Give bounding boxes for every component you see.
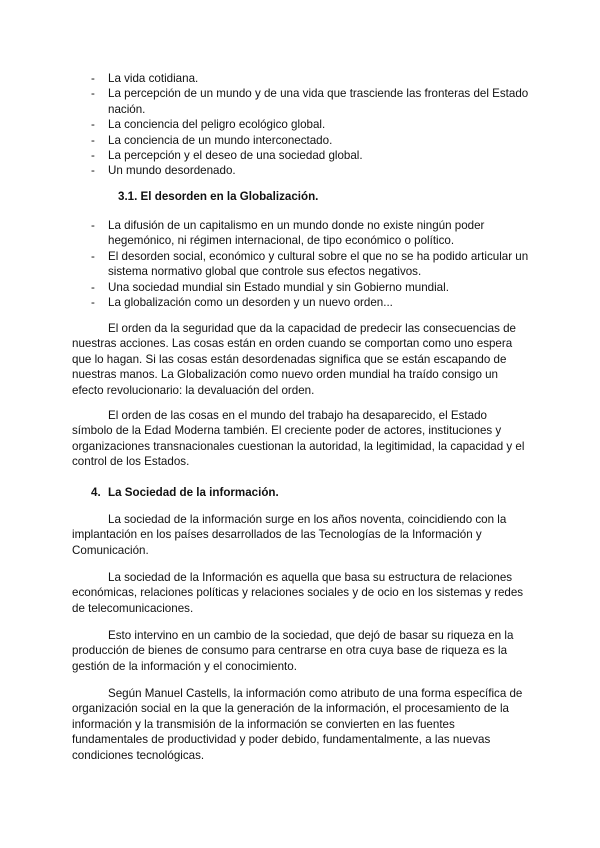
list-item: - La vida cotidiana.	[91, 72, 199, 85]
bullet-dash: -	[91, 149, 95, 163]
bullet-dash: -	[91, 280, 95, 294]
section-heading-3-1: 3.1. El desorden en la Globalización.	[118, 190, 319, 203]
bullet-dash: -	[91, 296, 95, 310]
bullet-dash: -	[91, 87, 95, 101]
bullet-dash: -	[91, 249, 95, 263]
bullet-dash: -	[91, 72, 95, 85]
bullet-list-globalization	[91, 71, 531, 179]
paragraph-order: El orden da la seguridad que da la capacidad de predecir las consecuencias de nuestras acciones. Las cosas están en orden cuando se comportan como uno espera que lo hagan. Si las cosas están desordenadas significa que se están escapando de nuestras manos. La Globalización como nuevo orden mundial ha traído consigo un efecto revolucionario: la devaluación del orden.	[72, 322, 516, 397]
section-number: 4.	[91, 486, 101, 499]
list-item: - La difusión de un capitalismo en un mundo donde no existe ningún poder hegemónico, ni régimen internacional, de tipo económico o político.	[91, 219, 485, 248]
list-item: - La conciencia de un mundo interconectado.	[91, 133, 333, 147]
bullet-dash: -	[91, 164, 95, 178]
paragraph-society-change: Esto intervino en un cambio de la sociedad, que dejó de basar su riqueza en la producción de bienes de consumo para centrarse en otra cuya base de riqueza es la gestión de la información y el conocimiento.	[72, 629, 514, 673]
section-heading-4	[91, 485, 279, 500]
section-title: La Sociedad de la información.	[108, 486, 279, 499]
list-item: - La percepción de un mundo y de una vida que trasciende las fronteras del Estado nación.	[91, 87, 529, 116]
list-item: - La percepción y el deseo de una sociedad global.	[91, 149, 363, 163]
bullet-dash: -	[91, 118, 95, 132]
bullet-dash: -	[91, 133, 95, 147]
list-item: - Un mundo desordenado.	[91, 164, 236, 178]
paragraph-information-society-origin: La sociedad de la información surge en los años noventa, coincidiendo con la implantación en los países desarrollados de las Tecnologías de la Información y Comunicación.	[72, 513, 507, 557]
paragraph-information-society-definition: La sociedad de la Información es aquella que basa su estructura de relaciones económicas, relaciones políticas y relaciones sociales y de ocio en los sistemas y redes de telecomunicaciones.	[72, 571, 524, 615]
list-item: - La globalización como un desorden y un nuevo orden...	[91, 296, 393, 310]
list-item: - La conciencia del peligro ecológico global.	[91, 118, 326, 132]
list-item: - El desorden social, económico y cultural sobre el que no se ha podido articular un sistema normativo global que controle sus efectos negativos.	[91, 249, 529, 279]
bullet-dash: -	[91, 219, 95, 232]
bullet-list-disorder	[91, 218, 531, 310]
paragraph-castells: Según Manuel Castells, la información como atributo de una forma específica de organización social en la que la generación de la información, el procesamiento de la información y la transmisión de la información se convierten en las fuentes fundamentales de productividad y poder debido, fundamentalmente, a las nuevas condiciones tecnológicas.	[72, 687, 523, 762]
paragraph-work-order: El orden de las cosas en el mundo del trabajo ha desaparecido, el Estado símbolo de la Edad Moderna también. El creciente poder de actores, instituciones y organizaciones transnacionales cuestionan la autoridad, la legitimidad, la capacidad y el control de los Estados.	[72, 409, 525, 469]
list-item: - Una sociedad mundial sin Estado mundial y sin Gobierno mundial.	[91, 280, 449, 294]
